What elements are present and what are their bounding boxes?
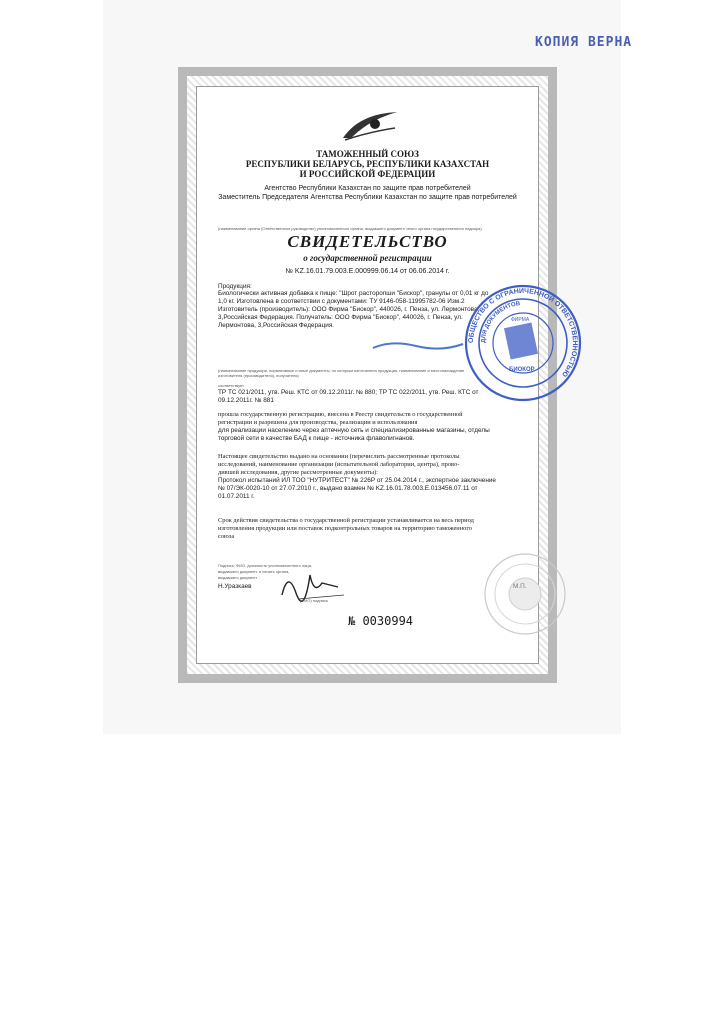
product-line-3: Изготовитель (производитель): ООО Фирма "Биокор", 440026, г. Пенза, ул. Лермонтова, [218, 306, 480, 313]
registration-line-2: регистрации и разрешена для производства, реализации и использования [218, 419, 418, 426]
signer-caption-1: Подпись, ФИО, должность уполномоченного лица, [218, 563, 313, 568]
certificate-number: № KZ.16.01.79.003.Е.000999.06.14 от 06.06.2014 г. [285, 268, 450, 275]
customs-union-logo-icon [339, 108, 401, 142]
basis-line-5: № 07/ЭК-0020-10 от 27.07.2010 г., выдано взамен № KZ.16.01.78.003.Е.013456.07.11 от [218, 485, 478, 492]
header-line-3: И РОССИЙСКОЙ ФЕДЕРАЦИИ [299, 169, 436, 179]
header-line-2: РЕСПУБЛИКИ БЕЛАРУСЬ, РЕСПУБЛИКИ КАЗАХСТАН [245, 159, 490, 169]
signer-name: Н.Уразкаев [218, 583, 252, 590]
basis-line-6: 01.07.2011 г. [218, 493, 255, 500]
registration-line-4: торговой сети в качестве БАД к пище - источника флаволигнанов. [218, 435, 415, 442]
organ-caption: (наименование органа (Ответственное руководство) уполномоченного органа, выдавшего документ/ иного органа государственного надзора) [218, 226, 482, 231]
certificate-subtitle: о государственной регистрации [303, 253, 432, 263]
seal-center-text: БИОКОР [509, 367, 535, 373]
basis-line-1: Настоящее свидетельство выдано на основании (перечислить рассмотренные протоколы [218, 453, 460, 460]
registration-line-3: для реализации населению через аптечную сеть и специализированные магазины, отделы [218, 427, 490, 434]
header-line-1: ТАМОЖЕННЫЙ СОЮЗ [316, 149, 419, 159]
certificate-title: СВИДЕТЕЛЬСТВО [287, 232, 448, 251]
basis-line-4: Протокол испытаний ИЛ ТОО "НУТРИТЕСТ" № 226Р от 25.04.2014 г., экспертное заключение [218, 477, 496, 484]
validity-line-3: союза [218, 533, 235, 540]
agency-line-2: Заместитель Председателя Агентства Республики Казахстан по защите прав потребителей [218, 194, 517, 201]
signature-caption: (ФИО) подпись [300, 598, 328, 603]
product-caption: (наименование продукции, нормативные и иные документы, по которым изготовлена продукция, наименование и местонахождение изготовителя (производителя), получателя) [218, 368, 465, 378]
basis-line-2: исследований, наименование организации (испытательной лаборатории, центра), прово- [218, 461, 460, 468]
seal-inner-text: ДЛЯ ДОКУМЕНТОВ [480, 301, 521, 344]
serial-number: № 0030994 [348, 614, 414, 628]
product-label: Продукция: [218, 283, 252, 290]
regulation-line-1: ТР ТС 021/2011, утв. Реш. КТС от 09.12.2011г. № 880; ТР ТС 022/2011, утв. Реш. КТС от [218, 389, 479, 396]
registration-line-1: прошла государственную регистрацию, внесена в Реестр свидетельств о государственной [218, 411, 463, 418]
signer-caption-3: выдавшего документ [218, 575, 258, 580]
product-line-1: Биологически активная добавка к пище: "Шрот расторопши "Бискор", гранулы от 0,01 кг до [218, 290, 489, 297]
signer-caption-2: выдавшего документ, и печать органа, [218, 569, 290, 574]
seal-outer-text: ОБЩЕСТВО С ОГРАНИЧЕННОЙ ОТВЕТСТВЕННОСТЬЮ [467, 287, 579, 378]
validity-line-1: Срок действия свидетельства о государственной регистрации устанавливается на весь период [218, 517, 474, 524]
mp-label: М.П. [513, 583, 527, 590]
copy-stamp: КОПИЯ ВЕРНА [535, 35, 633, 50]
agency-line-1: Агентство Республики Казахстан по защите прав потребителей [264, 185, 471, 192]
product-line-2: 1,0 кг. Изготовлена в соответствии с документами: ТУ 9146-058-11995782-06 Изм.2 [218, 298, 465, 305]
validity-line-2: изготовления продукции или поставок подконтрольных товаров на территорию таможенного [218, 525, 472, 532]
product-line-5: Лермонтова, 3,Российская Федерация. [218, 322, 335, 329]
basis-line-3: дившей исследования, другие рассмотренные документы): [218, 469, 378, 476]
regulation-caption: соответствует [218, 383, 244, 388]
seal-mp-icon [478, 547, 573, 642]
product-line-4: 3,Российская Федерация. Получатель: ООО Фирма "Биокор", 440026, г. Пенза, ул. [218, 314, 463, 321]
handwritten-mark [371, 338, 466, 356]
company-seal-icon [463, 283, 583, 403]
seal-brand-text: ФИРМА [511, 317, 530, 323]
regulation-line-2: 09.12.2011г. № 881 [218, 397, 274, 404]
